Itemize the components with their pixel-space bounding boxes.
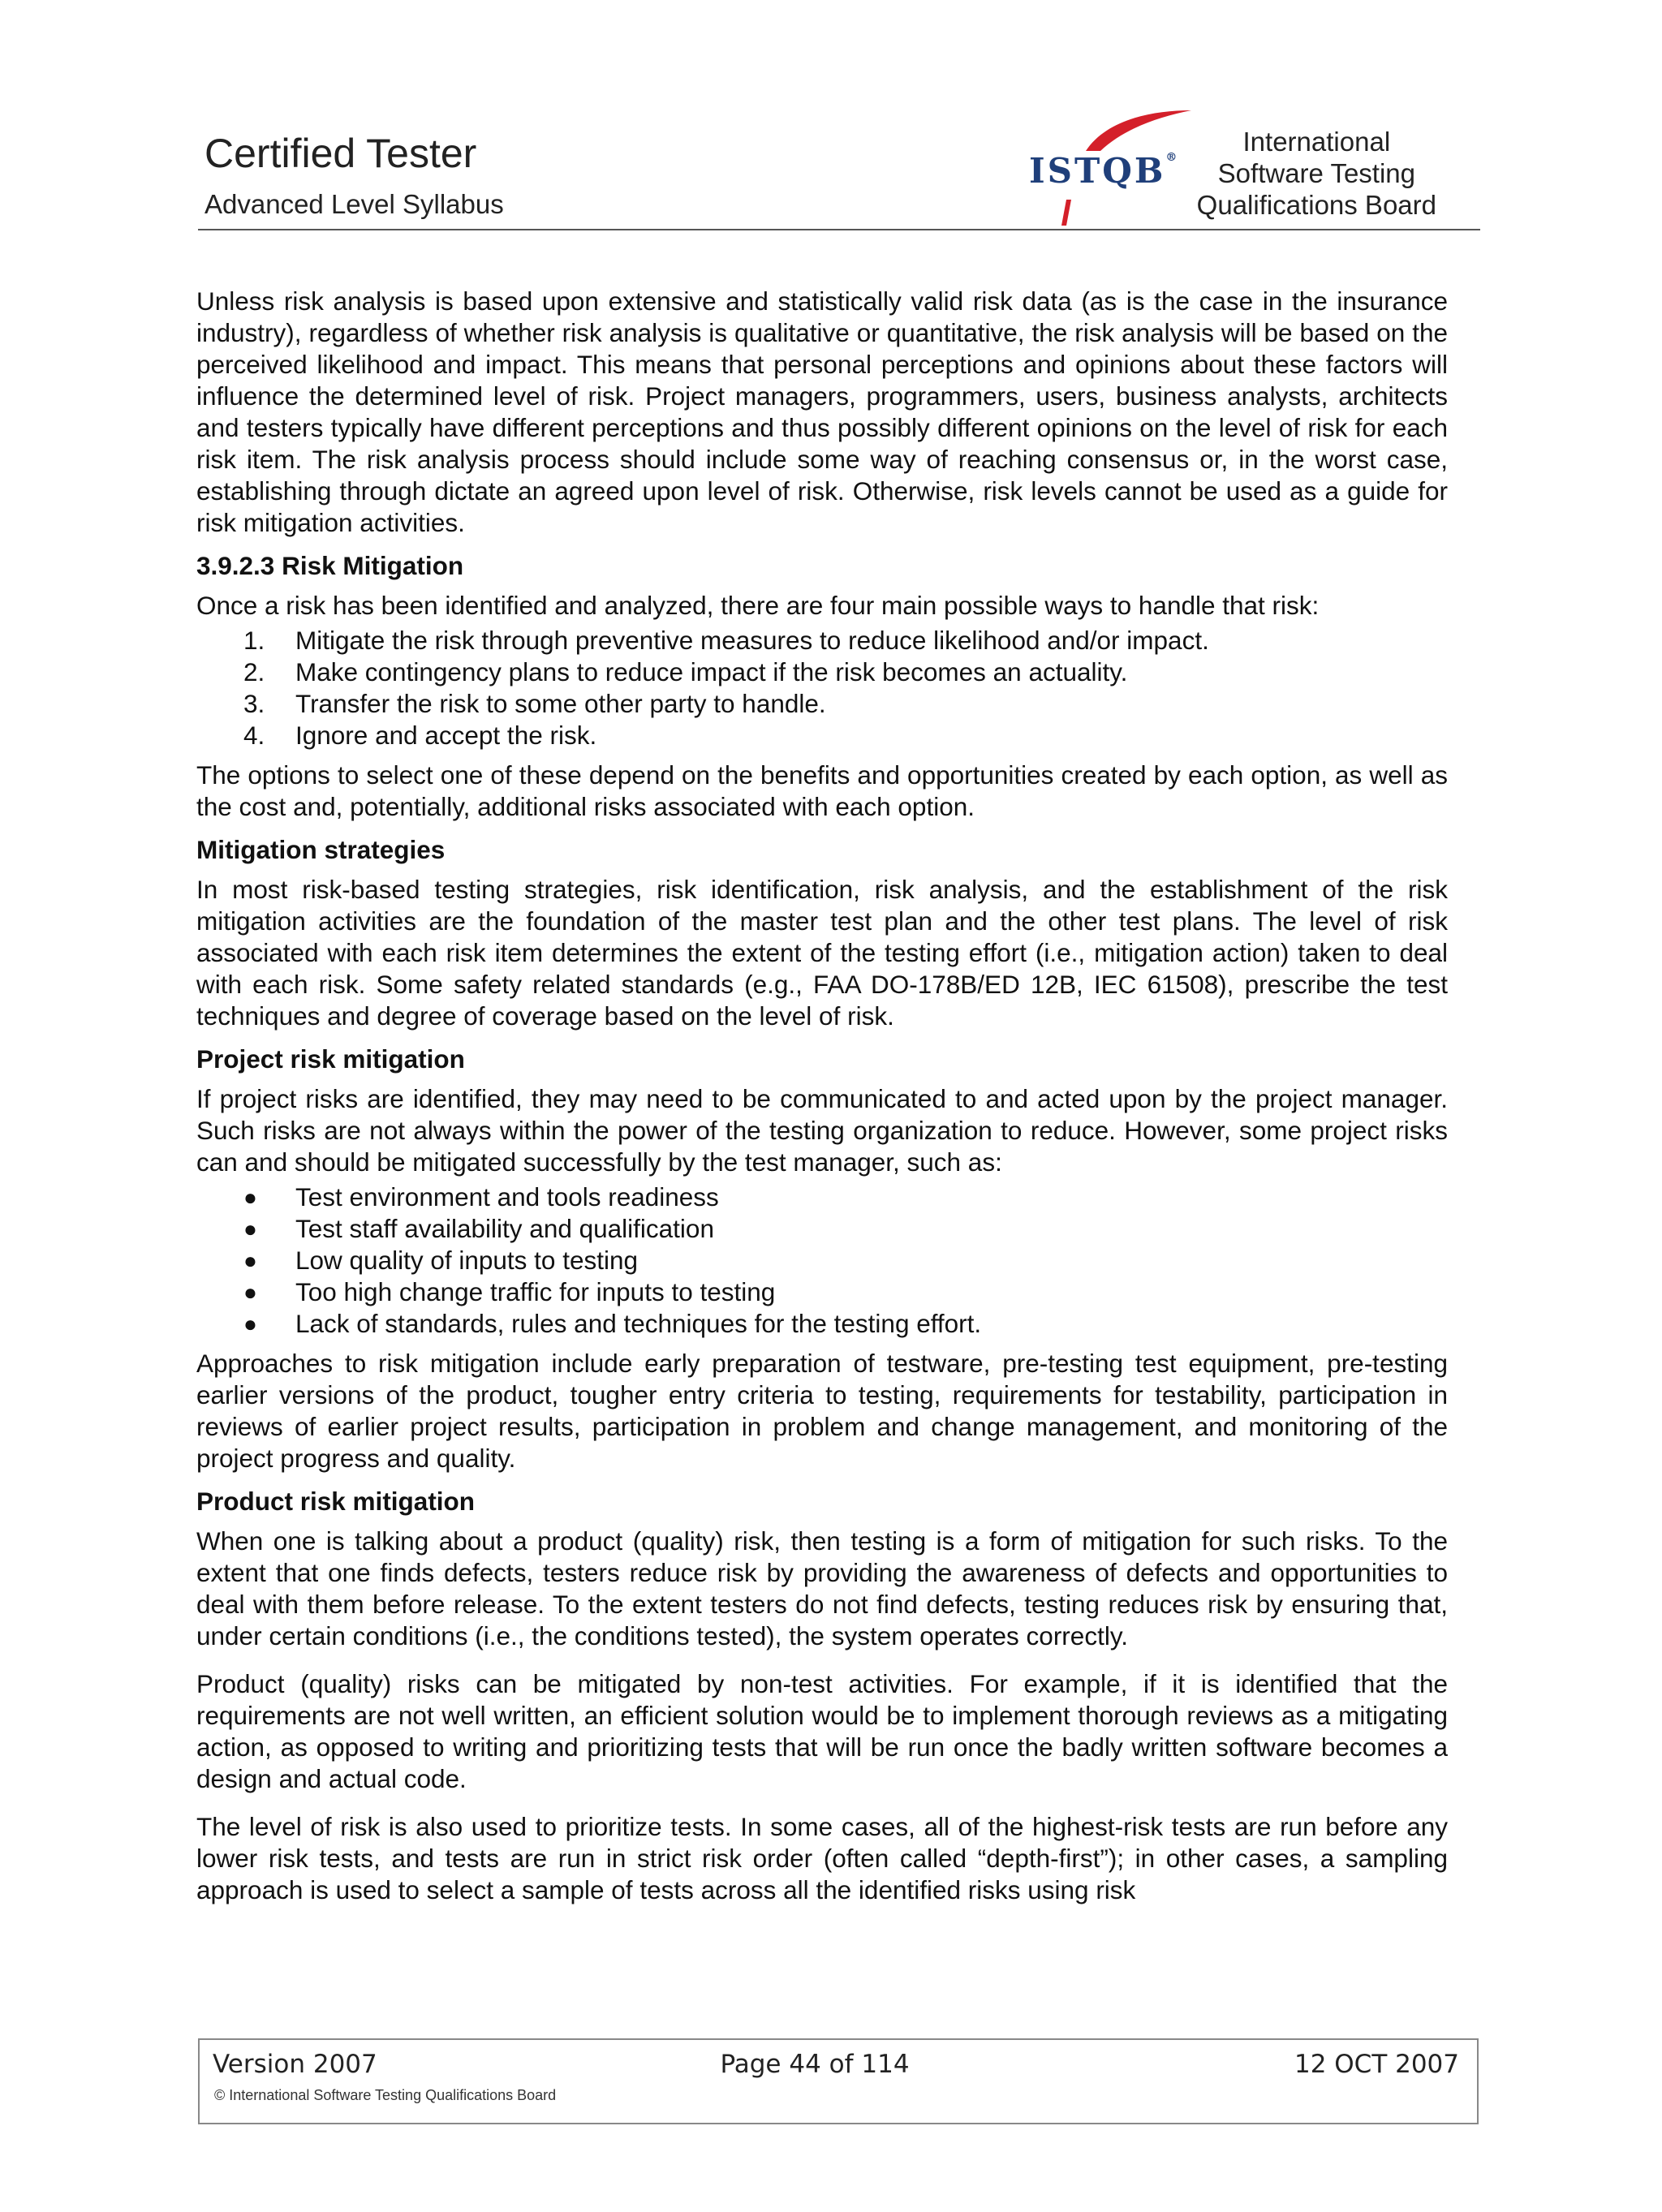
list-item: ● Test staff availability and qualification (243, 1214, 714, 1243)
footer-date: 12 OCT 2007 (1294, 2050, 1459, 2079)
list-item: ● Too high change traffic for inputs to testing (243, 1277, 776, 1306)
list-item: 2. Make contingency plans to reduce impact if the risk becomes an actuality. (243, 657, 1128, 686)
project-risk-heading: Project risk mitigation (196, 1044, 465, 1074)
list-item: 4. Ignore and accept the risk. (243, 721, 597, 750)
mitigation-paragraph: In most risk-based testing strategies, risk identification, risk analysis, and the establishment of the risk mitigation activities are the foundation of the master test plan and the other test plans. The level of risk associated with each risk item determines the extent of the testing effort (i.e., mitigation action) taken to deal with each risk. Some safety related standards (e.g., FAA DO-178B/ED 12B, IEC 61508), prescribe the test techniques and degree of coverage based on the level of risk. (196, 875, 1448, 1031)
bullet-icon: ● (243, 1216, 257, 1242)
footer-copyright: © International Software Testing Qualifications Board (214, 2087, 557, 2103)
list-item: ● Lack of standards, rules and techniques for the testing effort. (243, 1309, 982, 1338)
project-risk-paragraph: If project risks are identified, they may need to be communicated to and acted upon by the project manager. Such risks are not always within the power of the testing organization to reduce. However, some project risks can and should be mitigated successfully by the test manager, such as: (196, 1084, 1448, 1177)
list-item: 1. Mitigate the risk through preventive measures to reduce likelihood and/or impact. (243, 626, 1209, 655)
footer-page-number: Page 44 of 114 (720, 2050, 910, 2079)
footer-version: Version 2007 (213, 2050, 377, 2079)
header-divider (198, 229, 1480, 230)
approaches-paragraph: Approaches to risk mitigation include early preparation of testware, pre-testing test equipment, pre-testing earlier versions of the product, tougher entry criteria to testing, requirements for testability, participation in reviews of earlier project results, participation in problem and change management, and monitoring of the project progress and quality. (196, 1349, 1448, 1473)
section-heading: 3.9.2.3 Risk Mitigation (196, 551, 464, 580)
section-intro: Once a risk has been identified and analyzed, there are four main possible ways to handle that risk: (196, 591, 1320, 620)
org-line: International (1242, 127, 1391, 157)
product-risk-paragraph: The level of risk is also used to prioritize tests. In some cases, all of the highest-risk tests are run before any lower risk tests, and tests are run in strict risk order (often called “depth-first”); in other cases, a sampling approach is used to select a sample of tests across all the identified risks using risk (196, 1812, 1448, 1904)
project-risk-list (196, 1181, 1448, 1340)
handling-options-list (196, 625, 1448, 751)
intro-paragraph: Unless risk analysis is based upon extensive and statistically valid risk data (as is the case in the insurance industry), regardless of whether risk analysis is qualitative or quantitative, the risk analysis will be based on the perceived likelihood and impact. This means that personal perceptions and opinions about these factors will influence the determined level of risk. Project managers, programmers, users, business analysts, architects and testers typically have different perceptions and thus possibly different opinions on the level of risk for each risk item. The risk analysis process should include some way of reaching consensus or, in the worst case, establishing through dictate an agreed upon level of risk. Otherwise, risk levels cannot be used as a guide for risk mitigation activities. (196, 286, 1448, 537)
options-paragraph: The options to select one of these depend on the benefits and opportunities created by each option, as well as the cost and, potentially, additional risks associated with each option. (196, 760, 1448, 821)
product-risk-paragraph: When one is talking about a product (quality) risk, then testing is a form of mitigation for such risks. To the extent that one finds defects, testers reduce risk by providing the awareness of defects and opportunities to deal with them before release. To the extent testers do not find defects, testing reduces risk by ensuring that, under certain conditions (i.e., the conditions tested), the system operates correctly. (196, 1526, 1448, 1650)
document-header (205, 130, 504, 221)
bullet-icon: ● (243, 1185, 257, 1210)
bullet-icon: ● (243, 1311, 257, 1336)
product-risk-paragraph: Product (quality) risks can be mitigated by non-test activities. For example, if it is identified that the requirements are not well written, an efficient solution would be to implement thorough reviews as a mitigating action, as opposed to writing and prioritizing tests that will be run once the badly written software becomes a design and actual code. (196, 1669, 1448, 1793)
page-content (196, 286, 1448, 1906)
organization-name (1197, 126, 1436, 221)
bullet-icon: ● (243, 1248, 257, 1273)
logo-wordmark: ISTQB® (1029, 151, 1178, 191)
org-line: Software Testing (1217, 158, 1416, 188)
bullet-icon: ● (243, 1280, 257, 1305)
list-item: ● Low quality of inputs to testing (243, 1246, 639, 1275)
document-subtitle: Advanced Level Syllabus (205, 189, 504, 219)
org-line: Qualifications Board (1196, 190, 1436, 220)
list-item: 3. Transfer the risk to some other party to handle. (243, 689, 826, 718)
mitigation-heading: Mitigation strategies (196, 835, 446, 864)
document-title: Certified Tester (205, 131, 477, 176)
list-item: ● Test environment and tools readiness (243, 1182, 719, 1211)
product-risk-heading: Product risk mitigation (196, 1487, 476, 1516)
